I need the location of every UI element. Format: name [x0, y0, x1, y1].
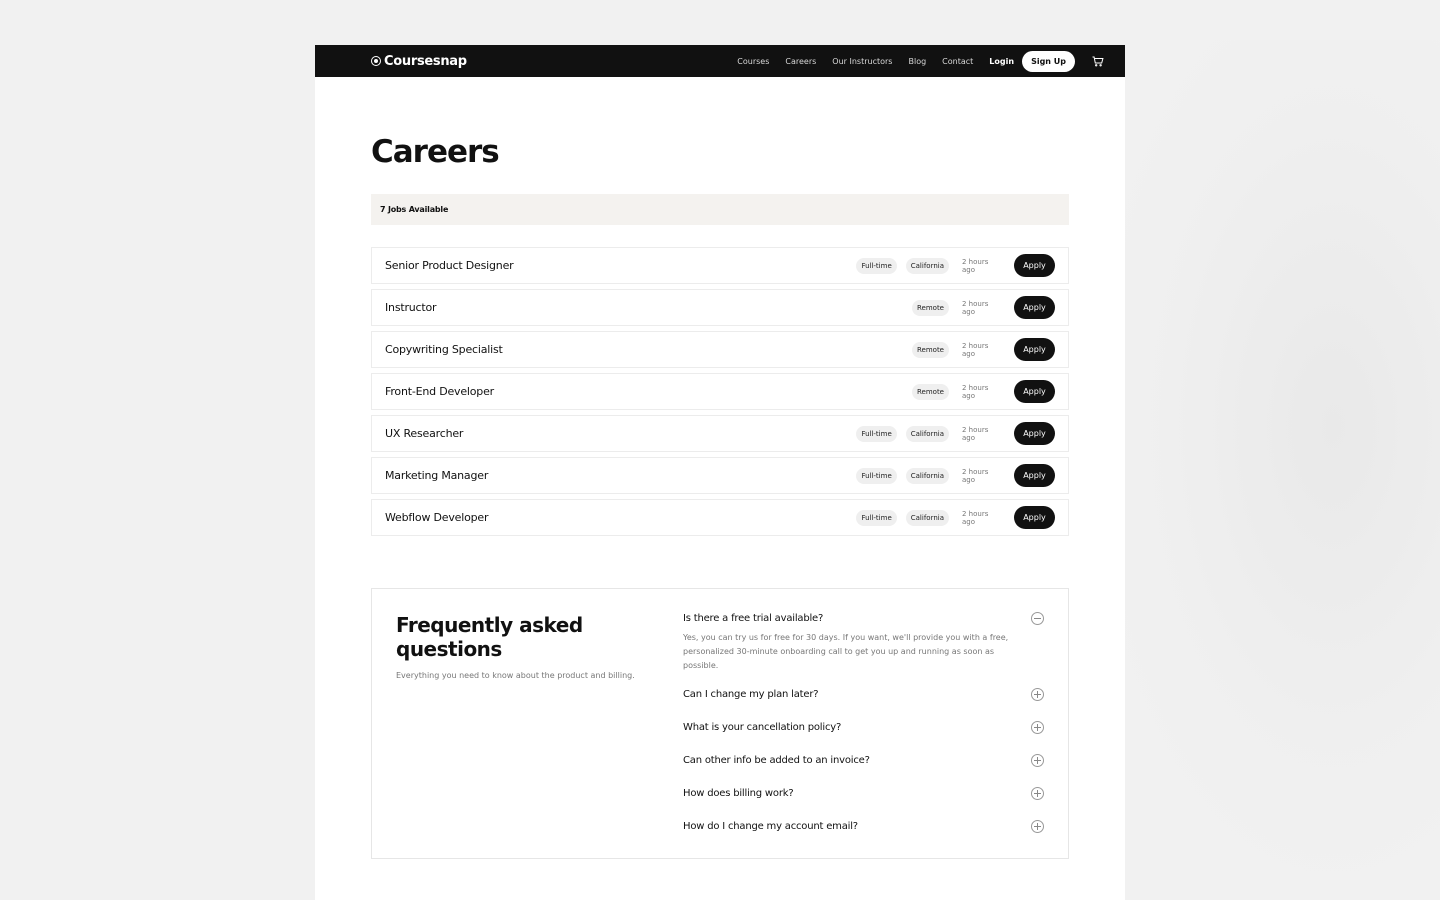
job-row[interactable] [371, 247, 1069, 284]
plus-circle-icon[interactable] [1031, 787, 1044, 800]
signup-button[interactable]: Sign Up [1022, 51, 1075, 72]
faq-question[interactable]: How do I change my account email? [683, 821, 858, 832]
job-title: Instructor [385, 301, 437, 314]
apply-button[interactable]: Apply [1014, 338, 1055, 361]
faq-title: Frequently asked questions [396, 613, 583, 661]
faq-question[interactable]: Can other info be added to an invoice? [683, 755, 870, 766]
faq-item[interactable] [683, 689, 1044, 700]
nav-link-blog[interactable]: Blog [908, 56, 927, 66]
job-title: Copywriting Specialist [385, 343, 503, 356]
logo-icon [371, 56, 381, 66]
nav-link-courses[interactable]: Courses [737, 56, 770, 66]
job-tag: California [906, 258, 949, 274]
job-posted-time: 2 hours ago [962, 509, 989, 526]
job-title: Marketing Manager [385, 469, 489, 482]
faq-question[interactable]: Is there a free trial available? [683, 613, 824, 624]
job-tag: Remote [912, 384, 949, 400]
apply-button[interactable]: Apply [1014, 380, 1055, 403]
job-tag: California [906, 426, 949, 442]
job-posted-time: 2 hours ago [962, 341, 989, 358]
job-tag: Full-time [856, 510, 896, 526]
job-meta [903, 296, 1055, 319]
jobs-count: 7 Jobs Available [380, 205, 449, 214]
logo-text: Coursesnap [384, 53, 467, 69]
nav-links [737, 51, 1105, 72]
minus-circle-icon[interactable] [1031, 612, 1044, 625]
faq-answer: Yes, you can try us for free for 30 days. If you want, we'll provide you with a free, personalized 30-minute onboarding call to get you up and running as soon as possible. [683, 633, 1009, 670]
plus-circle-icon[interactable] [1031, 688, 1044, 701]
login-link[interactable]: Login [989, 56, 1015, 66]
page-title: Careers [371, 134, 499, 170]
faq-item[interactable] [683, 755, 1044, 766]
plus-circle-icon[interactable] [1031, 820, 1044, 833]
job-row[interactable] [371, 457, 1069, 494]
job-list [371, 247, 1069, 536]
job-row[interactable] [371, 331, 1069, 368]
faq-item[interactable] [683, 722, 1044, 733]
job-posted-time: 2 hours ago [962, 383, 989, 400]
cart-icon[interactable] [1091, 54, 1105, 68]
job-tag: Remote [912, 300, 949, 316]
job-title: Front-End Developer [385, 385, 494, 398]
job-meta [847, 464, 1055, 487]
job-posted-time: 2 hours ago [962, 299, 989, 316]
job-title: Senior Product Designer [385, 259, 514, 272]
faq-item[interactable] [683, 788, 1044, 799]
job-title: Webflow Developer [385, 511, 489, 524]
nav-link-contact[interactable]: Contact [942, 56, 974, 66]
job-meta [847, 422, 1055, 445]
job-posted-time: 2 hours ago [962, 257, 989, 274]
apply-button[interactable]: Apply [1014, 464, 1055, 487]
job-tag: California [906, 510, 949, 526]
faq-list [683, 613, 1044, 858]
nav-link-careers[interactable]: Careers [785, 56, 817, 66]
background-glow [1080, 40, 1440, 900]
job-tag: Remote [912, 342, 949, 358]
job-posted-time: 2 hours ago [962, 425, 989, 442]
job-row[interactable] [371, 373, 1069, 410]
job-tag: Full-time [856, 426, 896, 442]
job-meta [903, 380, 1055, 403]
faq-question[interactable]: What is your cancellation policy? [683, 722, 842, 733]
faq-subtitle: Everything you need to know about the product and billing. [396, 671, 635, 680]
job-row[interactable] [371, 415, 1069, 452]
job-meta [847, 254, 1055, 277]
logo[interactable] [371, 54, 467, 69]
plus-circle-icon[interactable] [1031, 754, 1044, 767]
job-meta [847, 506, 1055, 529]
plus-circle-icon[interactable] [1031, 721, 1044, 734]
job-tag: Full-time [856, 468, 896, 484]
main-content [315, 134, 1125, 859]
top-nav [315, 45, 1125, 77]
jobs-count-bar [371, 194, 1069, 225]
faq-question[interactable]: Can I change my plan later? [683, 689, 819, 700]
job-posted-time: 2 hours ago [962, 467, 989, 484]
faq-item[interactable] [683, 821, 1044, 832]
faq-item[interactable] [683, 613, 1044, 673]
job-row[interactable] [371, 499, 1069, 536]
job-meta [903, 338, 1055, 361]
nav-link-instructors[interactable]: Our Instructors [832, 56, 893, 66]
apply-button[interactable]: Apply [1014, 296, 1055, 319]
page-frame [315, 45, 1125, 900]
faq-question[interactable]: How does billing work? [683, 788, 794, 799]
apply-button[interactable]: Apply [1014, 422, 1055, 445]
apply-button[interactable]: Apply [1014, 506, 1055, 529]
job-row[interactable] [371, 289, 1069, 326]
faq-section [371, 588, 1069, 859]
job-tag: California [906, 468, 949, 484]
faq-header [396, 613, 683, 858]
job-tag: Full-time [856, 258, 896, 274]
job-title: UX Researcher [385, 427, 464, 440]
apply-button[interactable]: Apply [1014, 254, 1055, 277]
